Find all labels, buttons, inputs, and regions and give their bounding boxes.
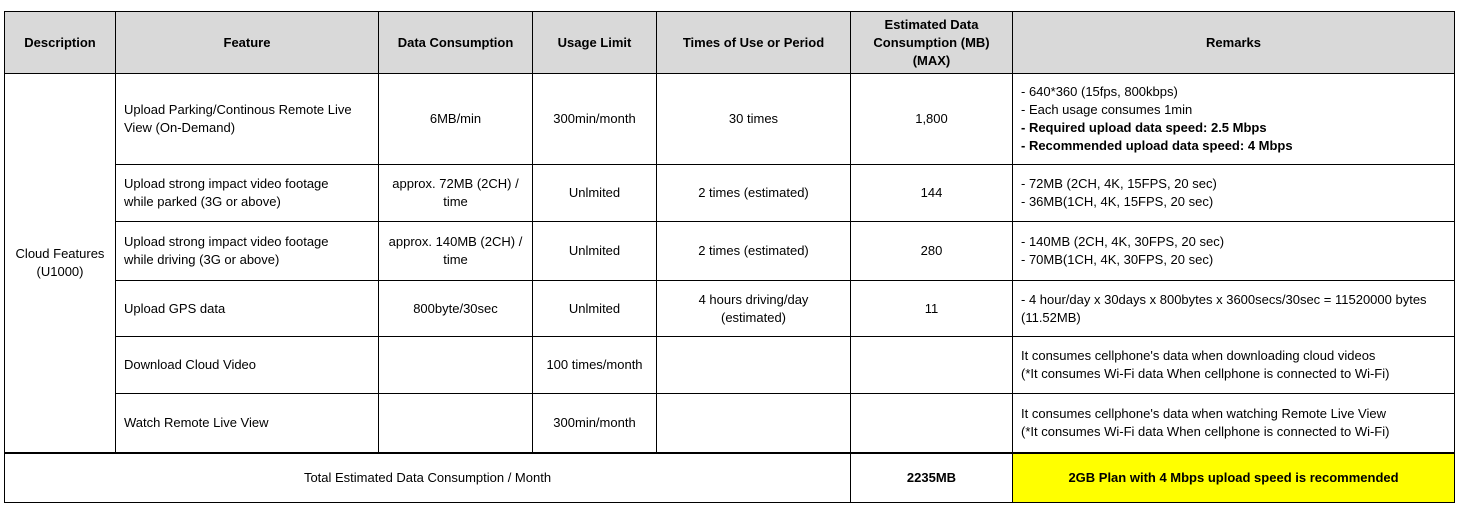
times-cell: 2 times (estimated) xyxy=(657,222,851,281)
times-cell xyxy=(657,281,851,337)
header-feature: Feature xyxy=(116,12,379,74)
table-row xyxy=(5,337,1455,394)
feature-line: while driving (3G or above) xyxy=(124,252,280,267)
data-value: approx. 140MB (2CH) / xyxy=(388,234,523,249)
data-cell xyxy=(379,394,533,453)
feature-cell xyxy=(116,337,379,394)
table-row xyxy=(5,281,1455,337)
remark-line: It consumes cellphone's data when downloading cloud videos xyxy=(1021,348,1376,363)
feature-line: Download Cloud Video xyxy=(124,357,257,372)
table-row xyxy=(5,74,1455,165)
feature-cell xyxy=(116,394,379,453)
remark-line: - 140MB (2CH, 4K, 30FPS, 20 sec) xyxy=(1021,234,1225,249)
header-usage-limit: Usage Limit xyxy=(533,12,657,74)
remarks-cell xyxy=(1013,337,1455,394)
data-cell xyxy=(379,165,533,222)
data-value: time xyxy=(443,194,468,209)
feature-cell xyxy=(116,165,379,222)
header-description: Description xyxy=(5,12,116,74)
data-cell xyxy=(379,222,533,281)
remarks-cell xyxy=(1013,165,1455,222)
times-cell xyxy=(657,394,851,453)
feature-line: Upload Parking/Continous Remote Live xyxy=(124,102,352,117)
header-times-of-use: Times of Use or Period xyxy=(657,12,851,74)
data-cell xyxy=(379,337,533,394)
remark-line: - 4 hour/day x 30days x 800bytes x 3600secs/30sec = 11520000 bytes xyxy=(1021,291,1427,307)
remark-line: (11.52MB) xyxy=(1021,309,1081,325)
group-label: Cloud Features xyxy=(15,245,105,261)
feature-line: View (On-Demand) xyxy=(124,120,236,135)
remark-line: - Each usage consumes 1min xyxy=(1021,102,1193,117)
estimated-cell: 144 xyxy=(851,165,1013,222)
table-row xyxy=(5,394,1455,453)
feature-line: Upload strong impact video footage xyxy=(124,234,329,249)
limit-cell: Unlmited xyxy=(533,165,657,222)
estimated-cell: 280 xyxy=(851,222,1013,281)
estimated-cell xyxy=(851,394,1013,453)
remarks-cell xyxy=(1013,222,1455,281)
times-cell: 30 times xyxy=(657,74,851,165)
limit-cell: 100 times/month xyxy=(533,337,657,394)
remark-line: It consumes cellphone's data when watching Remote Live View xyxy=(1021,405,1387,421)
data-value: 800byte/30sec xyxy=(413,300,498,316)
table-row xyxy=(5,222,1455,281)
data-value: 6MB/min xyxy=(429,111,482,126)
limit-cell: 300min/month xyxy=(533,74,657,165)
times-line: (estimated) xyxy=(720,309,787,325)
header-estimated xyxy=(851,12,1013,74)
feature-line: while parked (3G or above) xyxy=(124,194,281,209)
plan-recommendation: 2GB Plan with 4 Mbps upload speed is recommended xyxy=(1013,453,1455,503)
remark-line: - 72MB (2CH, 4K, 15FPS, 20 sec) xyxy=(1021,176,1217,191)
group-model: (U1000) xyxy=(36,263,84,279)
times-line: 4 hours driving/day xyxy=(698,291,809,307)
limit-cell: Unlmited xyxy=(533,281,657,337)
header-data-consumption: Data Consumption xyxy=(379,12,533,74)
remarks-cell xyxy=(1013,281,1455,337)
total-label: Total Estimated Data Consumption / Month xyxy=(5,453,851,503)
remark-line: - Required upload data speed: 2.5 Mbps xyxy=(1021,120,1267,135)
table-row xyxy=(5,165,1455,222)
times-cell: 2 times (estimated) xyxy=(657,165,851,222)
data-value: time xyxy=(443,252,468,267)
estimated-cell: 11 xyxy=(851,281,1013,337)
data-cell xyxy=(379,74,533,165)
remark-line: - 36MB(1CH, 4K, 15FPS, 20 sec) xyxy=(1021,194,1214,209)
estimated-cell: 1,800 xyxy=(851,74,1013,165)
data-consumption-table xyxy=(4,11,1455,503)
remark-line: (*It consumes Wi-Fi data When cellphone is connected to Wi-Fi) xyxy=(1021,423,1390,439)
data-cell xyxy=(379,281,533,337)
limit-cell: Unlmited xyxy=(533,222,657,281)
feature-cell xyxy=(116,222,379,281)
feature-line: Watch Remote Live View xyxy=(124,414,269,430)
remark-line: - 640*360 (15fps, 800kbps) xyxy=(1021,84,1178,99)
feature-line: Upload strong impact video footage xyxy=(124,176,329,191)
remarks-cell xyxy=(1013,74,1455,165)
header-row xyxy=(5,12,1455,74)
remarks-cell xyxy=(1013,394,1455,453)
remark-line: - Recommended upload data speed: 4 Mbps xyxy=(1021,138,1293,153)
feature-cell xyxy=(116,281,379,337)
estimated-cell xyxy=(851,337,1013,394)
header-estimated-line: (MAX) xyxy=(912,52,951,68)
limit-cell: 300min/month xyxy=(533,394,657,453)
data-value: approx. 72MB (2CH) / xyxy=(392,176,519,191)
feature-cell xyxy=(116,74,379,165)
times-cell xyxy=(657,337,851,394)
header-remarks: Remarks xyxy=(1013,12,1455,74)
remark-line: - 70MB(1CH, 4K, 30FPS, 20 sec) xyxy=(1021,252,1214,267)
header-estimated-line: Consumption (MB) xyxy=(873,34,990,50)
header-estimated-line: Estimated Data xyxy=(884,16,979,32)
remark-line: (*It consumes Wi-Fi data When cellphone is connected to Wi-Fi) xyxy=(1021,366,1390,381)
total-row xyxy=(5,453,1455,503)
group-cell xyxy=(5,74,116,453)
total-value: 2235MB xyxy=(851,453,1013,503)
feature-line: Upload GPS data xyxy=(124,300,226,316)
